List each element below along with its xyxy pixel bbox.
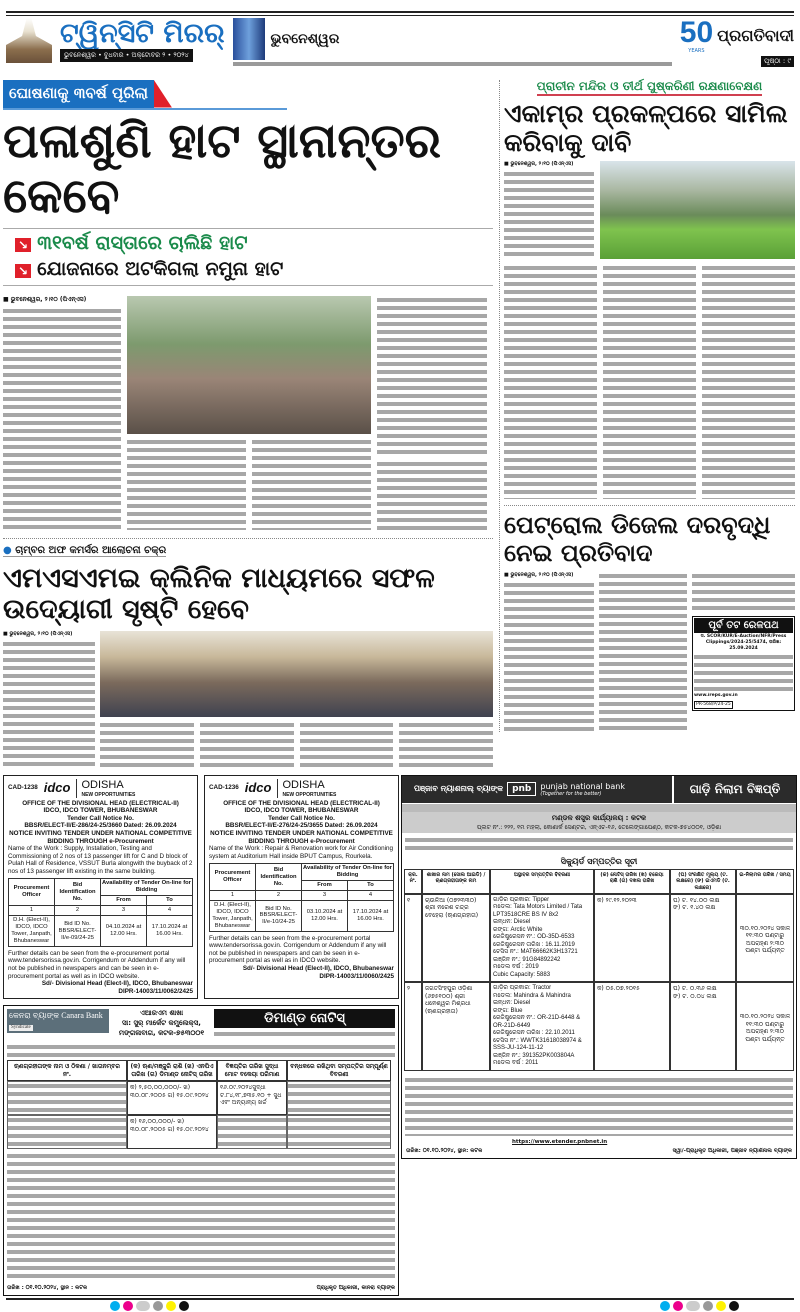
paper-name-logo: ପ୍ରଗତିବାଦୀ — [717, 25, 794, 45]
kicker-text: ଚାମ୍ବର ଅଫ କମର୍ସର ଆଲୋଚନା ଚକ୍ର — [15, 544, 167, 556]
story1-body — [127, 438, 246, 530]
idco-tender-notice — [204, 775, 399, 1000]
col-number: 1 — [210, 891, 256, 901]
notice-label: Tender Call Notice No. — [268, 814, 335, 822]
table-row — [7, 1115, 395, 1149]
outstanding-amount: ୧୬.୦୯.୨୦୨୪ସୁଦ୍ଧା ଟ.୮୪,୧୮,୭୩୫.୧୦ + ସୁଧ ଏବଂ ଅନ୍ୟାନ୍ୟ ଖର୍ଚ୍ଚ — [217, 1081, 287, 1115]
auction-title: ଗାଡ଼ି ନିଲାମ ବିଜ୍ଞପ୍ତି — [674, 776, 796, 803]
dateline-bar: ଭୁବନେଶ୍ୱର • ବୁଧବାର • ଅକ୍ଟୋବର ୨ • ୨୦୨୪ — [60, 49, 193, 62]
story2-body — [504, 264, 597, 499]
col-header: From — [101, 896, 147, 906]
temple-image — [6, 18, 52, 63]
col-header: Bid Identification No. — [55, 879, 101, 906]
table-cell: D.H. (Elect-II), IDCO, IDCO Tower, Janpath, Bhubaneswar — [210, 901, 256, 932]
demand-notice-title: ଡିମାଣ୍ଡ ନୋଟିସ୍ — [214, 1009, 395, 1028]
notice-date: କ) ୨୯.୧୨.୨୦୨୩ — [594, 894, 670, 983]
office-name: OFFICE OF THE DIVISIONAL HEAD (ELECTRICAL-II) — [223, 799, 380, 807]
railway-site[interactable]: www.ireps.gov.in — [694, 693, 738, 699]
story4-dateline: ■ ଭୁବନେଶ୍ୱର, ୨।୧୦ (ପିଏନ୍‌ଏସ) — [504, 572, 574, 579]
story3-headline: ଏମଏସଏମଇ କ୍ଲିନିକ ମାଧ୍ୟମରେ ସଫଳ ଉଦ୍ୟୋଗୀ ସୃଷ୍ଟି ହେବେ — [3, 562, 435, 625]
col-number: 3 — [302, 891, 348, 901]
office-address: IDCO, IDCO TOWER, BHUBANESWAR — [244, 807, 359, 815]
story3-body — [300, 721, 394, 769]
railway-title: ପୂର୍ବ ତଟ ରେଳପଥ — [694, 618, 793, 633]
col-header: କ୍ର. ନଂ. — [404, 869, 422, 894]
col-header: Availability of Tender On-line for Bidding — [101, 879, 193, 896]
office-name: OFFICE OF THE DIVISIONAL HEAD (ELECTRICAL-II) — [22, 799, 179, 807]
railway-code: PR-568/P/24-25 — [696, 701, 731, 707]
story2-body — [702, 264, 795, 499]
registration-marks — [660, 1301, 739, 1311]
railway-notice — [692, 616, 795, 710]
office-address: IDCO, IDCO TOWER, BHUBANESWAR — [43, 807, 158, 815]
col-header: (ଘ) ସଂରକ୍ଷିତ ମୂଲ୍ୟ (ଟ. ଲକ୍ଷରେ) (ଙ) ଇଏମଡି (ଟ. ଲକ୍ଷରେ) — [670, 869, 736, 894]
story2-dateline: ■ ଭୁବନେଶ୍ୱର, ୨।୧୦ (ପିଏନ୍‌ଏସ) — [504, 161, 574, 168]
table-cell: 17.10.2024 at 16.00 Hrs. — [147, 916, 193, 947]
table-cell: Bid ID No. BBSR/ELECT-II/e-09/24-25 — [55, 916, 101, 947]
vehicle-description: ଗାଡ଼ିର ପ୍ରକାର: Tipper ମଡେଲ: Tata Motors Limited / Tata LPT3518CRE BS IV 8x2 ଇନ୍ଧନ: Diesel ରଙ୍ଗ: Arctic White ରେଜିଷ୍ଟ୍ରେସନ ନଂ.: OD-35D-6533 ରେଜିଷ୍ଟ୍ରେସନ ତାରିଖ : 16.11.2019 ଚେସିସ ନଂ.: MAT66662K3H13721 ଇଞ୍ଜିନ ନଂ.: 91G84892242 ମଡେଲ ବର୍ଷ : 2019 Cubic Capacity: 5883 — [490, 894, 594, 983]
story2-kicker: ପ୍ରାଚୀନ ମନ୍ଦିର ଓ ତୀର୍ଥ ପୁଷ୍କରିଣୀ ରକ୍ଷଣାବେକ୍ଷଣ — [537, 80, 762, 96]
canara-name-odia: କେନରା ବ୍ୟାଙ୍କ — [9, 1011, 60, 1021]
branch-name: ଏଆରଏମ ଶାଖା — [139, 1009, 184, 1018]
column-divider — [499, 80, 795, 732]
tender-table — [8, 878, 193, 947]
pnb-office: ମଣ୍ଡଳ ଶସ୍ତ୍ର କାର୍ଯ୍ୟାଳୟ : କଟକ — [551, 813, 647, 822]
story3-body — [100, 721, 194, 769]
anniversary-sub: YEARS — [688, 48, 705, 54]
canara-logo — [7, 1009, 109, 1033]
story1-body — [252, 438, 371, 530]
col-header: To — [348, 881, 394, 891]
emd-amount: ଙ) ଟ. ୦.୦୪ ଲକ୍ଷ — [673, 992, 717, 1000]
col-header: Availability of Tender On-line for Bidding — [302, 864, 394, 881]
cad-number: CAD-1238 — [8, 784, 38, 792]
story1-body — [377, 296, 487, 456]
story4-headline: ପେଟ୍ରୋଲ ଡିଜେଲ ଦରବୃଦ୍ଧି ନେଇ ପ୍ରତିବାଦ — [504, 511, 771, 567]
col-header: (କ) ନୋଟିସ୍ ତାରିଖ (ଖ) ବକେୟା ରାଶି (ଗ) ଦଖଲ ତାରିଖ — [594, 869, 670, 894]
story1-body — [3, 307, 121, 532]
loan-amounts: କ) ୧୬,୦୦,୦୦୦/- ଖ) ୩୦.୦୮.୨୦୦୫ ଗ) ୧୫.୦୯.୨୦୨୪ — [127, 1115, 217, 1149]
serial-no: ୧ — [404, 894, 422, 983]
tender-table — [209, 863, 394, 932]
reserve-price: ଘ) ଟ. ୦.୩୬ ଲକ୍ଷ — [673, 985, 717, 993]
table-row — [404, 982, 794, 1071]
story2-headline: ଏକାମ୍ର ପ୍ରକଳ୍ପରେ ସାମିଲ କରିବାକୁ ଦାବି — [504, 98, 788, 157]
masthead — [6, 18, 794, 67]
story4-body — [692, 572, 795, 612]
canara-name: Canara Bank — [61, 1011, 103, 1021]
branch-address: ମଙ୍ଗଳାବାଗ, କଟକ-୭୫୩୦୦୧ — [118, 1028, 205, 1037]
notice-label: Tender Call Notice No. — [67, 814, 134, 822]
col-header: Procurement Officer — [210, 864, 256, 891]
secured-assets-title: ସିକ୍ୟୁର୍ଡ ସମ୍ପତ୍ତିର ସୂଚୀ — [560, 857, 638, 867]
notice-date: କ) ୦୫.୦୭.୨୦୧୫ — [594, 982, 670, 1071]
canara-demand-notice — [3, 1005, 399, 1296]
odisha-logo: ODISHA — [81, 778, 124, 791]
col-header: ଇ-ନିଲାମର ତାରିଖ / ସମୟ — [736, 869, 794, 894]
anniversary-logo: 50 — [679, 16, 714, 49]
idco-logo: idco — [244, 780, 272, 796]
pnb-tagline: (Together for the better) — [540, 790, 602, 797]
col-number: 1 — [9, 906, 55, 916]
col-header: Bid Identification No. — [256, 864, 302, 891]
subhead-text: ଯୋଜନାରେ ଅଟକିଗଲା ନମୁନା ହାଟ — [37, 257, 284, 280]
section-title: ଟ୍ୱିନ୍‌ସିଟି ମିରର୍ — [60, 18, 225, 49]
odisha-logo: ODISHA — [282, 778, 325, 791]
col-header: ଋଣଗ୍ରହୀତାଙ୍କ ନାମ ଓ ଠିକଣା / ଖାତାନମ୍ବର ନଂ. — [7, 1060, 127, 1081]
further-details: Further details can be seen from the e-procurement portal www.tendersorissa.gov.in. Corrigendum or Addendum if any will not be published in newspapers and can be seen in e-procurement portal as well as in IDCO website. — [8, 949, 186, 980]
syndicate-label: Syndicate — [11, 1024, 31, 1030]
pnb-signatory: ସ୍ୱା/-ପ୍ରାଧିକୃତ ଅଧିକାରୀ, ପଞ୍ଜାବ ନ୍ୟାଶନାଲ ବ୍ୟାଙ୍କ — [672, 1147, 792, 1154]
registration-marks — [110, 1301, 189, 1311]
msme-group-photo — [100, 631, 493, 717]
col-number: 4 — [348, 891, 394, 901]
story1-headline: ପଳାଶୁଣି ହାଟ ସ୍ଥାନାନ୍ତର କେବେ — [3, 112, 442, 224]
notice-title: NOTICE INVITING TENDER UNDER NATIONAL COMPETITIVE BIDDING THROUGH e-Procurement — [9, 830, 192, 845]
col-header: ଅସ୍ଥାବର ସମ୍ପତ୍ତିର ବିବରଣୀ — [490, 869, 594, 894]
col-number: 2 — [256, 891, 302, 901]
divider — [3, 285, 493, 286]
work-description: Name of the Work : Supply, Installation, Testing and Commissioning of 2 nos of 13 passenger lift for C and D block of Pulah Hall of Residence, VSSUT Burla alongwith the buyback of 2 nos of 13 passenger lift existing in the same building. — [8, 845, 193, 875]
table-cell: 17.10.2024 at 16.00 Hrs. — [348, 901, 394, 932]
story1-kicker-row — [3, 80, 493, 108]
col-header: To — [147, 896, 193, 906]
dipr-number: DIPR-14003/11/0062/2425 — [118, 987, 193, 995]
odisha-tagline: NEW OPPORTUNITIES — [81, 791, 136, 798]
story2-body — [603, 264, 696, 499]
temple-pond-photo — [600, 161, 795, 259]
city-building-image — [233, 18, 265, 60]
header-gray-bar — [233, 62, 672, 66]
story1-subhead-1: ↘ ୩୧ବର୍ଷ ରାସ୍ତାରେ ଚାଲିଛି ହାଟ — [15, 233, 248, 255]
notice-number: BBSR/ELECT-II/E-286/24-25/3660 Dated: 26.09.2024 — [24, 822, 177, 830]
vehicle-description: ଗାଡ଼ିର ପ୍ରକାର: Tractor ମଡେଲ: Mahindra & Mahindra ଇନ୍ଧନ: Diesel ରଙ୍ଗ: Blue ରେଜିଷ୍ଟ୍ରେସନ ନଂ.: OR-21D-6448 & OR-21D-6449 ରେଜିଷ୍ଟ୍ରେସନ ତାରିଖ : 22.10.2011 ଚେସିସ ନଂ.: WWTK31618038974 & SSS-JU-124-11-12 ଇଞ୍ଜିନ ନଂ.: 391352PK003804A ମଡେଲ ବର୍ଷ : 2011 — [490, 982, 594, 1071]
page-number: ପୃଷ୍ଠା : ୯ — [761, 56, 794, 67]
auction-date: ୩୦.୧୦.୨୦୨୪ ସକାଳ ୧୧:୩୦ ଘଣ୍ଟାରୁ ଅପରାହ୍ଣ ୨:୩୦ ଘଣ୍ଟା ପର୍ଯ୍ୟନ୍ତ — [736, 894, 794, 983]
story3-kicker: ● ଚାମ୍ବର ଅଫ କମର୍ସର ଆଲୋଚନା ଚକ୍ର — [3, 544, 167, 556]
emd-amount: ଙ) ଟ. ୧.୪୦ ଲକ୍ଷ — [673, 904, 716, 912]
work-description: Name of the Work : Repair & Renovation work for Air Conditioning system at Auditorium Hall inside BPUT Campus, Rourkela. — [209, 845, 393, 860]
col-header: Procurement Officer — [9, 879, 55, 906]
kicker-underline — [3, 108, 287, 110]
signatory: Sd/- Divisional Head (Elect-II), IDCO, Bhubaneswar — [242, 965, 394, 973]
loan-amounts: କ) ୨,୫୦,୦୦,୦୦୦/- ଖ) ୩୦.୦୮.୨୦୦୫ ଗ) ୧୫.୦୯.୨୦୨୪ — [127, 1081, 217, 1115]
table-cell: Bid ID No. BBSR/ELECT-II/e-10/24-25 — [256, 901, 302, 932]
divider — [504, 505, 795, 506]
story1-market-photo — [127, 296, 371, 434]
notice-title: NOTICE INVITING TENDER UNDER NATIONAL COMPETITIVE BIDDING THROUGH e-Procurement — [210, 830, 393, 845]
cad-number: CAD-1236 — [209, 784, 239, 792]
odisha-tagline: NEW OPPORTUNITIES — [282, 791, 337, 798]
serial-no: ୨ — [404, 982, 422, 1071]
col-header: ବନ୍ଧକରେ ରଖିଥିବା ସମ୍ପତ୍ତିର ସମ୍ପୂର୍ଣ୍ଣ ବିବରଣୀ — [287, 1060, 391, 1081]
col-header: From — [302, 881, 348, 891]
story3-body — [3, 640, 95, 768]
story4-body — [599, 572, 687, 732]
col-number: 3 — [101, 906, 147, 916]
table-cell: D.H. (Elect-II), IDCO, IDCO Tower, Janpath, Bhubaneswar — [9, 916, 55, 947]
story4-body — [504, 581, 594, 731]
further-details: Further details can be seen from the e-procurement portal www.tendersorissa.gov.in. Corrigendum or Addendum if any will not be published in newspapers and can be seen in e-procurement portal as well as in IDCO website. — [209, 934, 387, 965]
idco-logo: idco — [43, 780, 71, 796]
dipr-number: DIPR-14003/11/0060/2425 — [319, 972, 394, 980]
story1-body — [377, 460, 487, 532]
notice-number: BBSR/ELECT-II/E-276/24-25/3655 Dated: 26.09.2024 — [225, 822, 378, 830]
col-header: (କ) ଋଣ/ମଞ୍ଜୁରି ରାଶି (ଖ) ଏନପିଏ ତାରିଖ (ଗ) ଡିମାଣ୍ଡ ନୋଟିସ୍ ତାରିଖ — [127, 1060, 217, 1081]
story2-body — [504, 170, 594, 258]
col-number: 4 — [147, 906, 193, 916]
story3-body — [200, 721, 294, 769]
story1-dateline: ■ ଭୁବନେଶ୍ୱର, ୨।୧୦ (ପିଏନ୍‌ଏସ) — [3, 295, 87, 303]
canara-signatory: ପ୍ରାଧିକୃତ ଅଧିକାରୀ, କାନରା ବ୍ୟାଙ୍କ — [316, 1285, 395, 1292]
idco-tender-notice — [3, 775, 198, 1000]
railway-ref: ସ. SCOR/KUR/E-Auction/NFR/Press Clippings/2024-25/5474, ତାରିଖ: 25.09.2024 — [700, 634, 787, 652]
col-number: 2 — [55, 906, 101, 916]
pnb-name: punjab national bank — [540, 781, 625, 791]
story3-dateline: ■ ଭୁବନେଶ୍ୱର, ୨।୧୦ (ପିଏନ୍‌ଏସ) — [3, 630, 73, 637]
signatory: Sd/- Divisional Head (Elect-II), IDCO, Bhubaneswar — [41, 980, 193, 988]
story3-body — [399, 721, 493, 769]
col-header: ବିଜ୍ଞପ୍ତିର ତାରିଖ ସୁଦ୍ଧା ମୋଟ ବକେୟା ପରିମାଣ — [217, 1060, 287, 1081]
pnb-date-place: ତାରିଖ: ୦୧.୧୦.୨୦୨୪, ସ୍ଥାନ: କଟକ — [406, 1147, 483, 1154]
pnb-logo: pnb — [507, 782, 536, 796]
story1-subhead-2: ↘ ଯୋଜନାରେ ଅଟକିଗଲା ନମୁନା ହାଟ — [15, 259, 283, 281]
divider — [3, 228, 493, 229]
subhead-text: ୩୧ବର୍ଷ ରାସ୍ତାରେ ଚାଲିଛି ହାଟ — [37, 231, 248, 254]
story1-kicker: ଘୋଷଣାକୁ ୩ବର୍ଷ ପୂରିଲା — [3, 80, 154, 108]
col-header: ଶାଖାର ନାମ (ସୋଲ ଆଇଡି) / ଋଣଗ୍ରହୀତାଙ୍କ ନାମ — [422, 869, 490, 894]
divider — [3, 538, 493, 539]
pnb-auction-notice — [401, 775, 797, 1159]
pnb-office-address: ପ୍ଲଟ ନଂ.: ୨୨୨, ୧ମ ମହଲା, କୋଣାର୍କ ସେଣ୍ଟର, ଏନ୍‌ଏଚ-୧୬, ତେଲେଙ୍ଗାପେଣ୍ଠ, କଟକ-୭୫୪୦୦୧, ଓଡ଼ିଶା — [476, 824, 722, 832]
pnb-name-odia: ପଞ୍ଜାବ ନ୍ୟାଶନାଲ୍ ବ୍ୟାଙ୍କ — [414, 784, 504, 794]
kicker-red-triangle — [154, 80, 172, 108]
branch-borrower: ଜଗତସିଂହପୁର ଓଡ଼ିଶା (୬୭୫୧୦୦) ଶ୍ରୀ ଧନେଶ୍ୱର ମିଶ୍ରଧା (ଋଣଗ୍ରହୀତା) — [422, 982, 490, 1071]
table-row — [404, 894, 794, 983]
pnb-portal-link[interactable]: https://www.etender.pnbnet.in — [512, 1138, 608, 1145]
city-label: ଭୁବନେଶ୍ୱର — [270, 30, 340, 47]
table-cell: 03.10.2024 at 12.00 Hrs. — [302, 901, 348, 932]
branch-borrower: ଚାଉଳିଆ (୦୭୨୩୩୦) ଶ୍ରୀ ନରେଶ ଚନ୍ଦ୍ର ବେହେରା (ଋଣଗ୍ରହୀତା) — [422, 894, 490, 983]
reserve-price: ଘ) ଟ. ୧୪.୦୦ ଲକ୍ଷ — [673, 896, 720, 904]
branch-address: ସା: ସୁର୍ ମାର୍କେଟ କମ୍ପ୍ଲେକ୍ସ, — [122, 1019, 201, 1028]
table-row — [7, 1081, 395, 1115]
auction-date: ୩୦.୧୦.୨୦୨୪ ସକାଳ ୧୧:୩୦ ଘଣ୍ଟାରୁ ଅପରାହ୍ଣ ୨:୩୦ ଘଣ୍ଟା ପର୍ଯ୍ୟନ୍ତ — [736, 982, 794, 1071]
table-cell: 04.10.2024 at 12.00 Hrs. — [101, 916, 147, 947]
canara-date-place: ତାରିଖ : ୦୧.୧୦.୨୦୨୪, ସ୍ଥାନ : କଟକ — [7, 1285, 88, 1292]
